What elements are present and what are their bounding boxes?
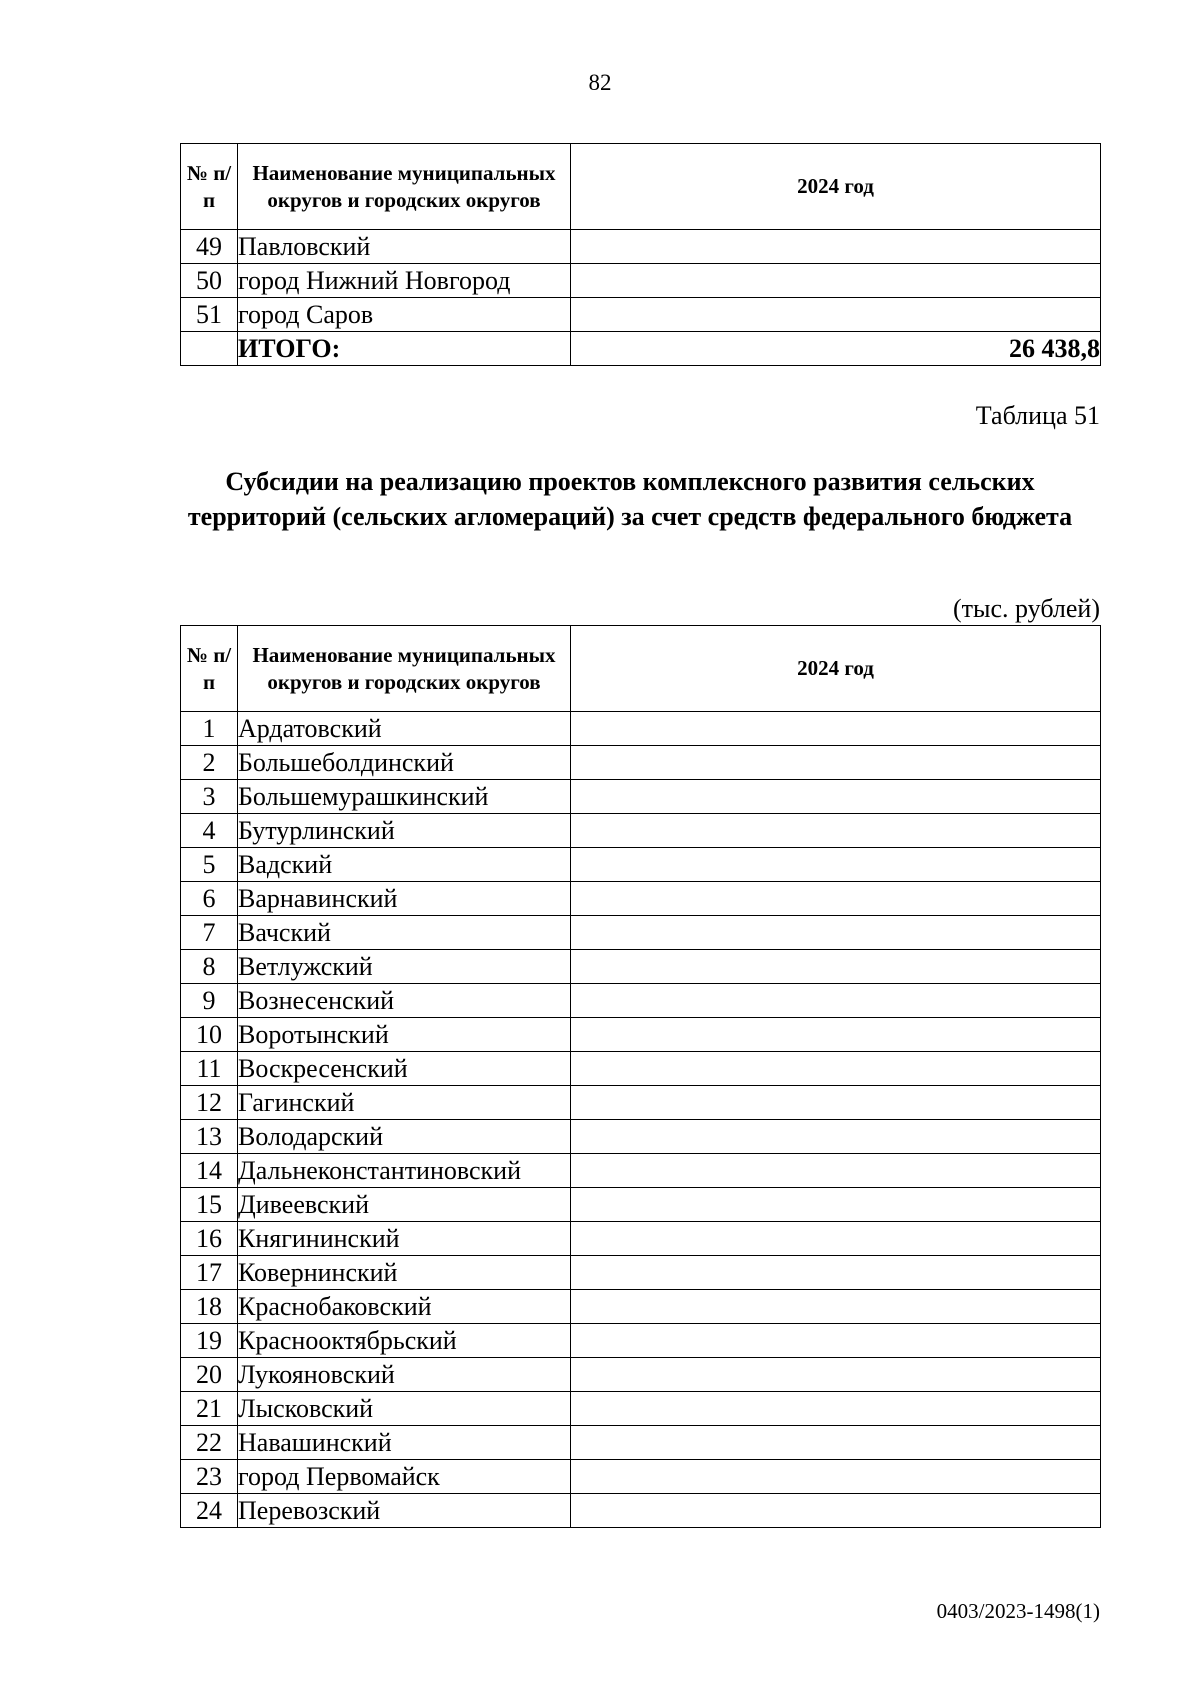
header-num: № п/п (181, 144, 238, 230)
table-caption: Таблица 51 (975, 401, 1100, 430)
units-note: (тыс. рублей) (952, 594, 1100, 623)
row-num: 51 (181, 298, 238, 332)
row-num: 4 (181, 814, 238, 848)
total-num (181, 332, 238, 366)
table-row (181, 1256, 1101, 1290)
row-name: Лукояновский (238, 1358, 571, 1392)
row-num: 12 (181, 1086, 238, 1120)
table-row (181, 1494, 1101, 1528)
top-table (180, 143, 1101, 366)
row-name: Большеболдинский (238, 746, 571, 780)
table-row (181, 950, 1101, 984)
row-num: 5 (181, 848, 238, 882)
row-value (571, 746, 1101, 780)
main-table (180, 625, 1101, 1528)
table-row (181, 1086, 1101, 1120)
total-row (181, 332, 1101, 366)
row-num: 1 (181, 712, 238, 746)
row-value (571, 984, 1101, 1018)
row-value (571, 916, 1101, 950)
row-name: Павловский (238, 230, 571, 264)
row-name: Княгининский (238, 1222, 571, 1256)
row-value (571, 298, 1101, 332)
total-label: ИТОГО: (238, 332, 571, 366)
row-num: 3 (181, 780, 238, 814)
row-name: Дальнеконстантиновский (238, 1154, 571, 1188)
row-num: 9 (181, 984, 238, 1018)
row-value (571, 1256, 1101, 1290)
table-title: Субсидии на реализацию проектов комплексного развития сельских территорий (сельских агломераций) за счет средств федерального бюджета (187, 467, 1073, 531)
row-value (571, 1052, 1101, 1086)
row-num: 17 (181, 1256, 238, 1290)
table-row (181, 712, 1101, 746)
row-value (571, 1392, 1101, 1426)
table-row (181, 848, 1101, 882)
row-value (571, 1290, 1101, 1324)
table-row (181, 1290, 1101, 1324)
row-value (571, 950, 1101, 984)
row-value (571, 848, 1101, 882)
table-row (181, 264, 1101, 298)
row-name: Краснобаковский (238, 1290, 571, 1324)
row-value (571, 1426, 1101, 1460)
row-num: 19 (181, 1324, 238, 1358)
row-name: Вознесенский (238, 984, 571, 1018)
header-name: Наименование муниципальных округов и городских округов (238, 626, 571, 712)
row-num: 50 (181, 264, 238, 298)
row-value (571, 1222, 1101, 1256)
row-name: Бутурлинский (238, 814, 571, 848)
row-value (571, 264, 1101, 298)
row-num: 16 (181, 1222, 238, 1256)
page-number: 82 (588, 70, 612, 95)
row-name: Навашинский (238, 1426, 571, 1460)
row-name: Воскресенский (238, 1052, 571, 1086)
table-row (181, 298, 1101, 332)
row-num: 20 (181, 1358, 238, 1392)
row-value (571, 1154, 1101, 1188)
row-num: 6 (181, 882, 238, 916)
row-name: Лысковский (238, 1392, 571, 1426)
row-value (571, 1494, 1101, 1528)
table-row (181, 1154, 1101, 1188)
row-num: 11 (181, 1052, 238, 1086)
table-row (181, 1188, 1101, 1222)
row-value (571, 1358, 1101, 1392)
row-num: 23 (181, 1460, 238, 1494)
row-num: 49 (181, 230, 238, 264)
row-value (571, 1324, 1101, 1358)
row-name: Дивеевский (238, 1188, 571, 1222)
row-name: Краснооктябрьский (238, 1324, 571, 1358)
total-value: 26 438,8 (571, 332, 1101, 366)
row-num: 22 (181, 1426, 238, 1460)
row-num: 24 (181, 1494, 238, 1528)
footer-document-code: 0403/2023-1498(1) (936, 1599, 1100, 1623)
row-name: Вадский (238, 848, 571, 882)
main-table-body (181, 712, 1101, 1528)
table-row (181, 1460, 1101, 1494)
row-num: 7 (181, 916, 238, 950)
table-row (181, 984, 1101, 1018)
row-value (571, 1086, 1101, 1120)
row-value (571, 1120, 1101, 1154)
row-name: Перевозский (238, 1494, 571, 1528)
table-row (181, 746, 1101, 780)
table-row (181, 780, 1101, 814)
row-num: 21 (181, 1392, 238, 1426)
row-name: Ардатовский (238, 712, 571, 746)
table-row (181, 1120, 1101, 1154)
row-name: Ветлужский (238, 950, 571, 984)
table-row (181, 882, 1101, 916)
table-row (181, 1222, 1101, 1256)
header-num: № п/п (181, 626, 238, 712)
table-row (181, 1426, 1101, 1460)
row-value (571, 1460, 1101, 1494)
row-name: Варнавинский (238, 882, 571, 916)
row-num: 10 (181, 1018, 238, 1052)
row-name: Гагинский (238, 1086, 571, 1120)
table-row (181, 814, 1101, 848)
row-name: город Саров (238, 298, 571, 332)
row-value (571, 780, 1101, 814)
row-value (571, 882, 1101, 916)
row-name: Ковернинский (238, 1256, 571, 1290)
row-name: Воротынский (238, 1018, 571, 1052)
row-num: 15 (181, 1188, 238, 1222)
table-row (181, 1324, 1101, 1358)
header-year: 2024 год (571, 626, 1101, 712)
row-name: Вачский (238, 916, 571, 950)
table-row (181, 1392, 1101, 1426)
table-row (181, 916, 1101, 950)
header-year: 2024 год (571, 144, 1101, 230)
row-num: 8 (181, 950, 238, 984)
row-value (571, 1018, 1101, 1052)
row-value (571, 712, 1101, 746)
table-row (181, 1052, 1101, 1086)
header-name: Наименование муниципальных округов и городских округов (238, 144, 571, 230)
row-name: Володарский (238, 1120, 571, 1154)
row-num: 14 (181, 1154, 238, 1188)
row-value (571, 814, 1101, 848)
row-name: город Первомайск (238, 1460, 571, 1494)
table-row (181, 230, 1101, 264)
row-name: город Нижний Новгород (238, 264, 571, 298)
row-num: 13 (181, 1120, 238, 1154)
row-value (571, 1188, 1101, 1222)
table-row (181, 1358, 1101, 1392)
row-value (571, 230, 1101, 264)
table-header-row (181, 626, 1101, 712)
table-row (181, 1018, 1101, 1052)
row-num: 2 (181, 746, 238, 780)
row-name: Большемурашкинский (238, 780, 571, 814)
row-num: 18 (181, 1290, 238, 1324)
table-header-row (181, 144, 1101, 230)
